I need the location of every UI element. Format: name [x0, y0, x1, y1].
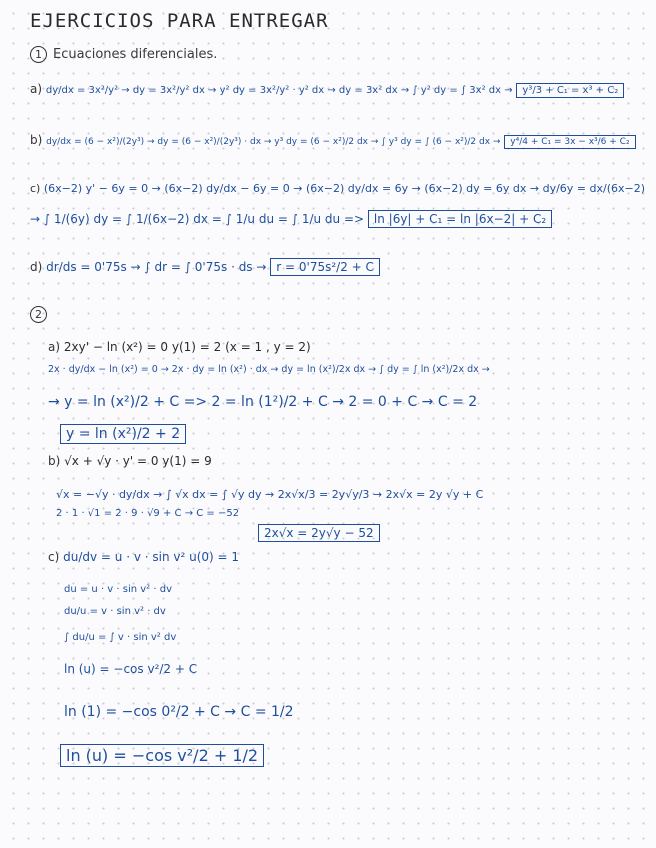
exercise-2a-result: y = ln (x²)/2 + 2: [60, 424, 186, 444]
section-1-number: 1: [30, 46, 47, 63]
exercise-2a-result-line: [60, 424, 186, 444]
section-1-heading: [30, 46, 217, 63]
section-1-title: Ecuaciones diferenciales.: [53, 47, 218, 62]
exercise-2c-step4: ln (u) = −cos v²/2 + C: [64, 662, 198, 676]
exercise-1a: [30, 82, 624, 98]
section-2-number: 2: [30, 306, 47, 323]
exercise-2c-step1: du = u · v · sin v² · dv: [64, 584, 172, 595]
exercise-1d-label: d): [30, 260, 43, 274]
exercise-1c-line1: [30, 182, 645, 195]
exercise-1c-work-1: (6x−2) y' − 6y = 0 → (6x−2) dy/dx − 6y = 0 → (6x−2) dy/dx = 6y → (6x−2) dy = 6y dx → dy/6y = dx/(6x−2): [43, 182, 646, 195]
exercise-2c-step3: ∫ du/u = ∫ v · sin v² dv: [64, 632, 177, 643]
exercise-1c-work-2: → ∫ 1/(6y) dy = ∫ 1/(6x−2) dx = ∫ 1/u du = ∫ 1/u du =>: [30, 212, 365, 226]
exercise-1a-label: a): [30, 82, 43, 96]
exercise-1b-label: b): [30, 133, 43, 147]
exercise-2c-statement-text: du/dv = u · v · sin v² u(0) = 1: [63, 550, 240, 564]
exercise-2a-statement: [48, 340, 311, 354]
section-2-heading: [30, 306, 53, 323]
exercise-2c-result: ln (u) = −cos v²/2 + 1/2: [60, 744, 264, 767]
exercise-1b: [30, 133, 636, 149]
exercise-1a-work: dy/dx = 3x²/y² → dy = 3x²/y² dx → y² dy = 3x²/y² · y² dx → dy = 3x² dx → ∫ y² dy = ∫ 3x² dx →: [45, 85, 513, 96]
exercise-2c-step5: ln (1) = −cos 0²/2 + C → C = 1/2: [64, 704, 294, 720]
page-title: EJERCICIOS PARA ENTREGAR: [30, 10, 329, 32]
exercise-1d: [30, 258, 380, 276]
exercise-1c-label: c): [30, 182, 41, 195]
exercise-2c-step2: du/u = v · sin v² · dv: [64, 606, 166, 617]
exercise-2b-line1: √x = −√y · dy/dx → ∫ √x dx = ∫ √y dy → 2x√x/3 = 2y√y/3 → 2x√x = 2y √y + C: [56, 488, 484, 501]
exercise-2b-statement-text: √x + √y · y' = 0 y(1) = 9: [64, 454, 212, 468]
exercise-2c-statement: [48, 550, 239, 564]
exercise-2b-result-line: [258, 524, 380, 542]
exercise-2c-result-line: [60, 744, 264, 767]
exercise-1c-result: ln |6y| + C₁ = ln |6x−2| + C₂: [368, 210, 552, 228]
exercise-2c-label: c): [48, 550, 60, 564]
exercise-2a-line2: → y = ln (x²)/2 + C => 2 = ln (1²)/2 + C → 2 = 0 + C → C = 2: [48, 394, 478, 410]
exercise-2a-line1: 2x · dy/dx − ln (x²) = 0 → 2x · dy = ln (x²) · dx → dy = ln (x²)/2x dx → ∫ dy = ∫ ln (x²)/2x dx →: [48, 364, 490, 375]
exercise-1b-result: y⁴/4 + C₁ = 3x − x³/6 + C₂: [504, 135, 635, 149]
exercise-2b-label: b): [48, 454, 61, 468]
exercise-1d-work: dr/ds = 0'75s → ∫ dr = ∫ 0'75s · ds →: [46, 260, 267, 274]
exercise-1a-result: y³/3 + C₁ = x³ + C₂: [516, 83, 624, 98]
exercise-2a-label: a): [48, 340, 61, 354]
exercise-2b-result: 2x√x = 2y√y − 52: [258, 524, 380, 542]
exercise-1c-line2: [30, 210, 552, 228]
exercise-1b-work: dy/dx = (6 − x²)/(2y³) → dy = (6 − x²)/(2y³) · dx → y³ dy = (6 − x²)/2 dx → ∫ y³ dy = ∫ (6 − x²)/2 dx →: [46, 137, 501, 147]
exercise-2a-statement-text: 2xy' − ln (x²) = 0 y(1) = 2 (x = 1 , y = 2): [63, 340, 311, 354]
exercise-2b-line2: 2 · 1 · √1 = 2 · 9 · √9 + C → C = −52: [56, 508, 240, 519]
exercise-2b-statement: [48, 454, 212, 468]
exercise-1d-result: r = 0'75s²/2 + C: [270, 258, 380, 276]
